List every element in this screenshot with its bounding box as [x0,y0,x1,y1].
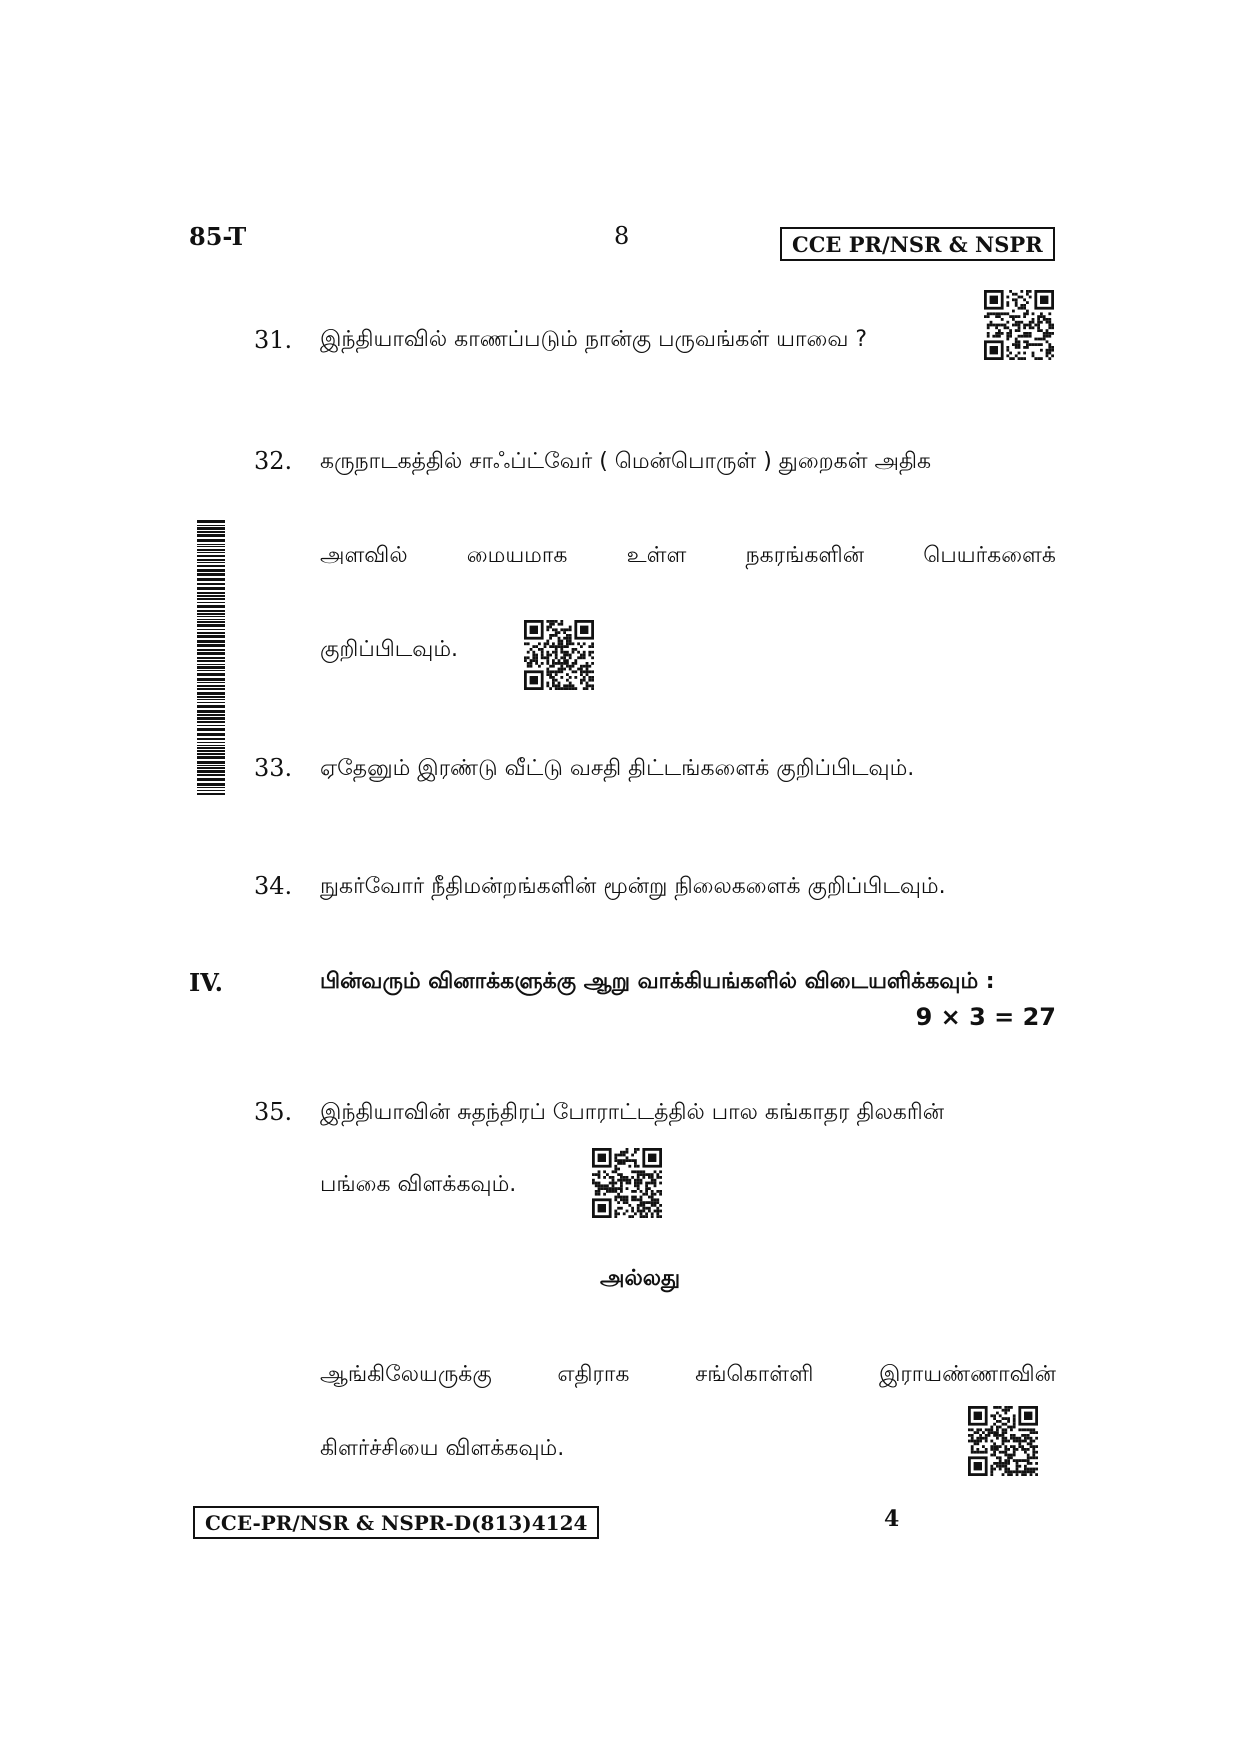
question-34-text: நுகர்வோர் நீதிமன்றங்களின் மூன்று நிலைகளைக் குறிப்பிடவும். [320,874,946,899]
footer-number: 4 [884,1506,900,1532]
word: உள்ள [626,543,687,568]
word: ஆங்கிலேயருக்கு [320,1362,492,1387]
word: மையமாக [466,543,568,568]
exam-label: CCE PR/NSR & NSPR [780,227,1055,261]
qr-code-icon [524,620,594,690]
or-label: அல்லது [600,1266,681,1291]
word: அளவில் [320,543,408,568]
question-35-line-2: பங்கை விளக்கவும். [320,1172,517,1197]
section-number: IV. [189,968,224,997]
section-marks: 9 × 3 = 27 [915,1003,1056,1031]
paper-code: 85-T [189,222,247,251]
question-33-text: ஏதேனும் இரண்டு வீட்டு வசதி திட்டங்களைக் குறிப்பிடவும். [320,756,915,781]
question-31-text: இந்தியாவில் காணப்படும் நான்கு பருவங்கள் யாவை ? [320,327,868,352]
question-33-number: 33. [254,754,293,782]
qr-code-icon [968,1406,1038,1476]
barcode-icon [197,520,225,795]
question-35-line-1: இந்தியாவின் சுதந்திரப் போராட்டத்தில் பால கங்காதர திலகரின் [320,1100,945,1125]
page-number: 8 [614,222,630,250]
word: இராயண்ணாவின் [879,1362,1056,1387]
qr-code-icon [984,290,1054,360]
word: சங்கொள்ளி [695,1362,814,1387]
alternative-line-1 [320,1362,1056,1390]
question-32-line-1: கருநாடகத்தில் சாஃப்ட்வேர் ( மென்பொருள் ) துறைகள் அதிக [320,449,932,474]
section-instruction: பின்வரும் வினாக்களுக்கு ஆறு வாக்கியங்களில் விடையளிக்கவும் : [320,969,995,994]
question-32-line-3: குறிப்பிடவும். [320,637,459,662]
word: நகரங்களின் [745,543,865,568]
alternative-line-2: கிளர்ச்சியை விளக்கவும். [320,1436,565,1461]
question-31-number: 31. [254,326,293,354]
footer-code: CCE-PR/NSR & NSPR-D(813)4124 [193,1506,599,1539]
question-32-number: 32. [254,447,293,475]
question-34-number: 34. [254,872,293,900]
question-35-number: 35. [254,1098,293,1126]
qr-code-icon [592,1148,662,1218]
question-32-line-2 [320,543,1056,571]
word: எதிராக [557,1362,630,1387]
word: பெயர்களைக் [923,543,1056,568]
